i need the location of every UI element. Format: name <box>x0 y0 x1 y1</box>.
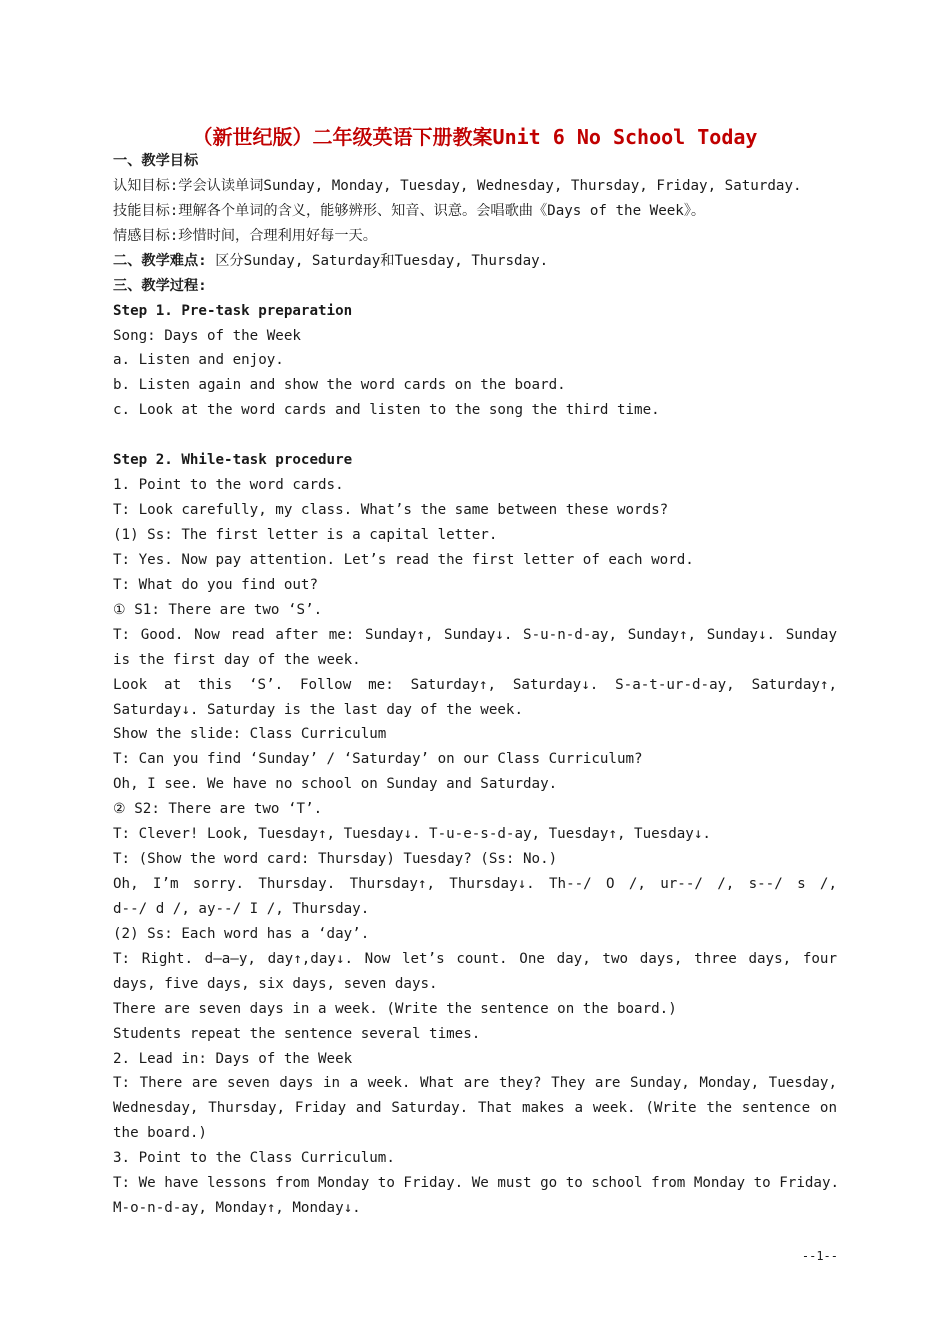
text-line: 一、教学目标 <box>113 153 199 169</box>
text-line: T: Right. d—a—y, day↑,day↓. Now let’s count. One day, two days, three days, four <box>113 950 837 967</box>
text-line: T: Clever! Look, Tuesday↑, Tuesday↓. T-u-e-s-d-ay, Tuesday↑, Tuesday↓. <box>113 826 711 843</box>
text-line: c. Look at the word cards and listen to the song the third time. <box>113 402 660 419</box>
text-line: T: Good. Now read after me: Sunday↑, Sunday↓. S-u-n-d-ay, Sunday↑, Sunday↓. Sunday <box>113 626 837 643</box>
text-line: 技能目标:理解各个单词的含义，能够辨形、知音、识意。会唱歌曲《Days of the Week》。 <box>113 202 706 219</box>
text-line: a. Listen and enjoy. <box>113 352 284 369</box>
text-line: There are seven days in a week. (Write the sentence on the board.) <box>113 1000 677 1017</box>
text-line: 2. Lead in: Days of the Week <box>113 1050 353 1067</box>
text-line: M-o-n-d-ay, Monday↑, Monday↓. <box>113 1200 361 1217</box>
label-text: 区分Sunday, Saturday和Tuesday, Thursday. <box>206 252 549 269</box>
text-line: Step 1. Pre-task preparation <box>113 302 353 319</box>
text-line: Step 2. While-task procedure <box>113 452 353 469</box>
text-line: Oh, I’m sorry. Thursday. Thursday↑, Thursday↓. Th--/ O /, ur--/ /, s--/ s /, <box>113 876 837 892</box>
document-title: （新世纪版）二年级英语下册教案Unit 6 No School Today <box>192 125 758 149</box>
text-line: 三、教学过程: <box>113 277 207 294</box>
text-line: Wednesday, Thursday, Friday and Saturday. That makes a week. (Write the sentence on <box>113 1100 837 1117</box>
page-number: --1-- <box>801 1249 838 1263</box>
text-line: Students repeat the sentence several times. <box>113 1025 481 1042</box>
text-line: 3. Point to the Class Curriculum. <box>113 1150 395 1167</box>
text-line: 认知目标:学会认读单词Sunday, Monday, Tuesday, Wednesday, Thursday, Friday, Saturday. <box>113 177 802 194</box>
text-line: T: Look carefully, my class. What’s the same between these words? <box>113 502 669 518</box>
text-line: T: Can you find ‘Sunday’ / ‘Saturday’ on our Class Curriculum? <box>113 751 643 768</box>
text-line: Oh, I see. We have no school on Sunday and Saturday. <box>113 776 558 793</box>
text-line: b. Listen again and show the word cards on the board. <box>113 377 566 394</box>
text-line: 情感目标:珍惜时间，合理利用好每一天。 <box>113 227 377 244</box>
text-line: Show the slide: Class Curriculum <box>113 726 387 743</box>
text-line <box>113 252 837 270</box>
text-line: days, five days, six days, seven days. <box>113 975 438 992</box>
text-line: (2) Ss: Each word has a ‘day’. <box>113 925 370 942</box>
text-line: (1) Ss: The first letter is a capital letter. <box>113 527 498 543</box>
text-line: Song: Days of the Week <box>113 327 301 344</box>
text-line: Look at this ‘S’. Follow me: Saturday↑, Saturday↓. S-a-t-ur-d-ay, Saturday↑, <box>113 676 837 693</box>
text-line: the board.) <box>113 1125 207 1142</box>
text-line: ① S1: There are two ‘S’. <box>113 601 323 618</box>
text-line: 1. Point to the word cards. <box>113 477 344 494</box>
text-line: T: We have lessons from Monday to Friday. We must go to school from Monday to Friday. <box>113 1175 840 1192</box>
text-line: T: There are seven days in a week. What are they? They are Sunday, Monday, Tuesday, <box>113 1075 837 1092</box>
text-line: d--/ d /, ay--/ I /, Thursday. <box>113 900 370 917</box>
text-line: is the first day of the week. <box>113 651 361 668</box>
text-line: T: (Show the word card: Thursday) Tuesday? (Ss: No.) <box>113 851 558 867</box>
text-line <box>113 426 837 444</box>
bold-label: 二、教学难点: <box>113 252 207 269</box>
text-line: T: What do you find out? <box>113 576 318 593</box>
text-line: Saturday↓. Saturday is the last day of the week. <box>113 701 523 718</box>
text-line: ② S2: There are two ‘T’. <box>113 801 323 818</box>
text-line: T: Yes. Now pay attention. Let’s read the first letter of each word. <box>113 551 694 568</box>
